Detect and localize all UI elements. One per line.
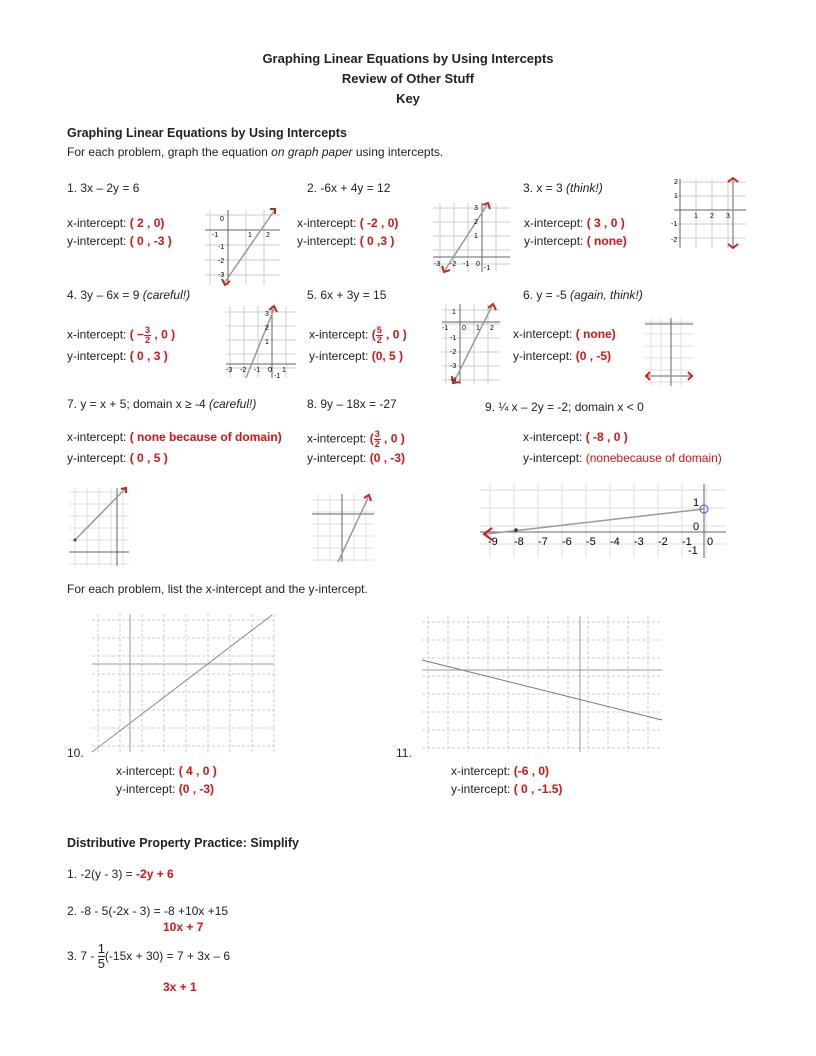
svg-text:2: 2 xyxy=(266,232,270,239)
svg-text:-2: -2 xyxy=(658,536,668,548)
problem-11-number: 11. xyxy=(396,746,412,760)
svg-text:1: 1 xyxy=(674,193,678,200)
svg-text:1: 1 xyxy=(265,339,269,346)
graph-problem-5 xyxy=(440,302,502,386)
problem-8-y-intercept: y-intercept: (0 , -3) xyxy=(307,451,406,465)
svg-text:0: 0 xyxy=(462,325,466,332)
section-instructions: For each problem, graph the equation on graph paper using intercepts. xyxy=(67,145,444,159)
svg-text:3: 3 xyxy=(474,205,478,212)
svg-text:1: 1 xyxy=(452,309,456,316)
svg-text:-3: -3 xyxy=(226,367,233,374)
svg-text:1: 1 xyxy=(282,367,286,374)
svg-text:-1: -1 xyxy=(254,367,261,374)
distributive-question-1: 1. -2(y - 3) = -2y + 6 xyxy=(67,867,174,881)
problem-2-x-intercept: x-intercept: ( -2 , 0) xyxy=(297,216,399,230)
svg-text:-3: -3 xyxy=(450,363,457,370)
problem-4-x-intercept: x-intercept: ( − $\frac{3}{2}$ , 0 ) xyxy=(67,325,176,345)
problem-5-y-intercept: y-intercept: (0, 5 ) xyxy=(309,349,404,363)
problem-4-y-intercept: y-intercept: ( 0 , 3 ) xyxy=(67,349,168,363)
svg-text:3: 3 xyxy=(726,213,730,220)
problem-10-x-intercept: x-intercept: ( 4 , 0 ) xyxy=(116,764,217,778)
svg-text:-9: -9 xyxy=(488,536,498,548)
svg-text:0: 0 xyxy=(707,536,714,548)
problem-9-x-intercept: x-intercept: ( -8 , 0 ) xyxy=(523,430,628,444)
problem-1-x-intercept: x-intercept: ( 2 , 0) xyxy=(67,216,165,230)
problem-7-x-intercept: x-intercept: ( none because of domain) xyxy=(67,430,282,444)
problem-6-y-intercept: y-intercept: (0 , -5) xyxy=(513,349,612,363)
svg-text:-5: -5 xyxy=(586,536,596,548)
problem-2-y-intercept: y-intercept: ( 0 ,3 ) xyxy=(297,234,395,248)
svg-text:-1: -1 xyxy=(442,325,449,332)
distributive-answer-2: 10x + 7 xyxy=(163,920,204,934)
graph-problem-6 xyxy=(643,316,695,388)
page-title: Graphing Linear Equations by Using Intercepts xyxy=(262,51,554,66)
svg-text:-2: -2 xyxy=(671,237,678,244)
svg-text:-1: -1 xyxy=(218,244,225,251)
svg-text:2: 2 xyxy=(490,325,494,332)
problem-7-equation: 7. y = x + 5; domain x ≥ -4 (careful!) xyxy=(67,397,257,411)
svg-text:-1: -1 xyxy=(463,261,470,268)
svg-text:-1: -1 xyxy=(671,221,678,228)
problem-9-equation: 9. ¼ x – 2y = -2; domain x < 0 xyxy=(485,400,644,414)
distributive-answer-3: 3x + 1 xyxy=(163,980,197,994)
problem-4-equation: 4. 3y – 6x = 9 (careful!) xyxy=(67,288,191,302)
graph-problem-3 xyxy=(662,176,748,251)
problem-3-y-intercept: y-intercept: ( none) xyxy=(524,234,627,248)
graph-problem-10 xyxy=(90,612,276,754)
svg-text:-1: -1 xyxy=(484,265,491,272)
svg-text:0: 0 xyxy=(693,521,700,533)
problem-8-x-intercept: x-intercept: ( $\frac{3}{2}$ , 0 ) xyxy=(307,429,405,449)
svg-text:1: 1 xyxy=(693,497,700,509)
svg-text:-2: -2 xyxy=(218,258,225,265)
svg-text:0: 0 xyxy=(476,261,480,268)
svg-text:-1: -1 xyxy=(212,232,219,239)
svg-text:1: 1 xyxy=(248,232,252,239)
svg-text:-2: -2 xyxy=(450,261,457,268)
svg-text:-3: -3 xyxy=(434,261,441,268)
problem-11-x-intercept: x-intercept: (-6 , 0) xyxy=(451,764,550,778)
problem-5-x-intercept: x-intercept: ( $\frac{5}{2}$ , 0 ) xyxy=(309,325,407,345)
svg-text:2: 2 xyxy=(674,179,678,186)
graph-problem-1 xyxy=(200,205,285,287)
distributive-question-3: 3. 7 - $\frac{1}{5}$ (-15x + 30) = 7 + 3x – 6 xyxy=(67,941,230,972)
graph-problem-8 xyxy=(310,492,376,564)
svg-text:1: 1 xyxy=(694,213,698,220)
graph-problem-2 xyxy=(430,200,512,275)
page-key-label: Key xyxy=(396,91,420,106)
svg-text:-6: -6 xyxy=(562,536,572,548)
svg-text:1: 1 xyxy=(476,325,480,332)
graph-problem-9 xyxy=(478,482,728,560)
svg-text:0: 0 xyxy=(220,216,224,223)
svg-text:-8: -8 xyxy=(514,536,524,548)
section2-instructions: For each problem, list the x-intercept and the y-intercept. xyxy=(67,582,368,596)
svg-text:2: 2 xyxy=(265,325,269,332)
svg-text:-2: -2 xyxy=(450,349,457,356)
svg-text:2: 2 xyxy=(710,213,714,220)
problem-10-y-intercept: y-intercept: (0 , -3) xyxy=(116,782,215,796)
section-heading-distributive: Distributive Property Practice: Simplify xyxy=(67,836,300,850)
svg-text:-7: -7 xyxy=(538,536,548,548)
graph-problem-4 xyxy=(224,304,298,380)
svg-text:-1: -1 xyxy=(682,536,692,548)
problem-10-number: 10. xyxy=(67,746,84,760)
graph-problem-7 xyxy=(67,486,131,568)
svg-text:-1: -1 xyxy=(450,335,457,342)
svg-text:2: 2 xyxy=(474,219,478,226)
svg-text:-3: -3 xyxy=(218,272,225,279)
page-subtitle: Review of Other Stuff xyxy=(341,71,475,86)
problem-6-equation: 6. y = -5 (again, think!) xyxy=(523,288,643,302)
problem-8-equation: 8. 9y – 18x = -27 xyxy=(307,397,397,411)
svg-text:-4: -4 xyxy=(450,377,457,384)
svg-text:-4: -4 xyxy=(610,536,620,548)
svg-text:0: 0 xyxy=(268,367,272,374)
svg-text:-3: -3 xyxy=(634,536,644,548)
problem-7-y-intercept: y-intercept: ( 0 , 5 ) xyxy=(67,451,168,465)
graph-problem-11 xyxy=(420,614,664,754)
problem-5-equation: 5. 6x + 3y = 15 xyxy=(307,288,387,302)
problem-3-x-intercept: x-intercept: ( 3 , 0 ) xyxy=(524,216,625,230)
svg-text:-1: -1 xyxy=(274,373,281,380)
problem-9-y-intercept: y-intercept: (nonebecause of domain) xyxy=(523,451,722,465)
problem-1-equation: 1. 3x – 2y = 6 xyxy=(67,181,140,195)
problem-1-y-intercept: y-intercept: ( 0 , -3 ) xyxy=(67,234,172,248)
problem-11-y-intercept: y-intercept: ( 0 , -1.5) xyxy=(451,782,563,796)
problem-3-equation: 3. x = 3 (think!) xyxy=(523,181,603,195)
problem-2-equation: 2. -6x + 4y = 12 xyxy=(307,181,391,195)
section-heading-intercepts: Graphing Linear Equations by Using Intercepts xyxy=(67,126,347,140)
problem-6-x-intercept: x-intercept: ( none) xyxy=(513,327,616,341)
distributive-question-2: 2. -8 - 5(-2x - 3) = -8 +10x +15 xyxy=(67,904,229,918)
svg-text:-1: -1 xyxy=(688,545,698,557)
svg-text:-2: -2 xyxy=(240,367,247,374)
svg-text:1: 1 xyxy=(474,233,478,240)
svg-text:3: 3 xyxy=(265,311,269,318)
